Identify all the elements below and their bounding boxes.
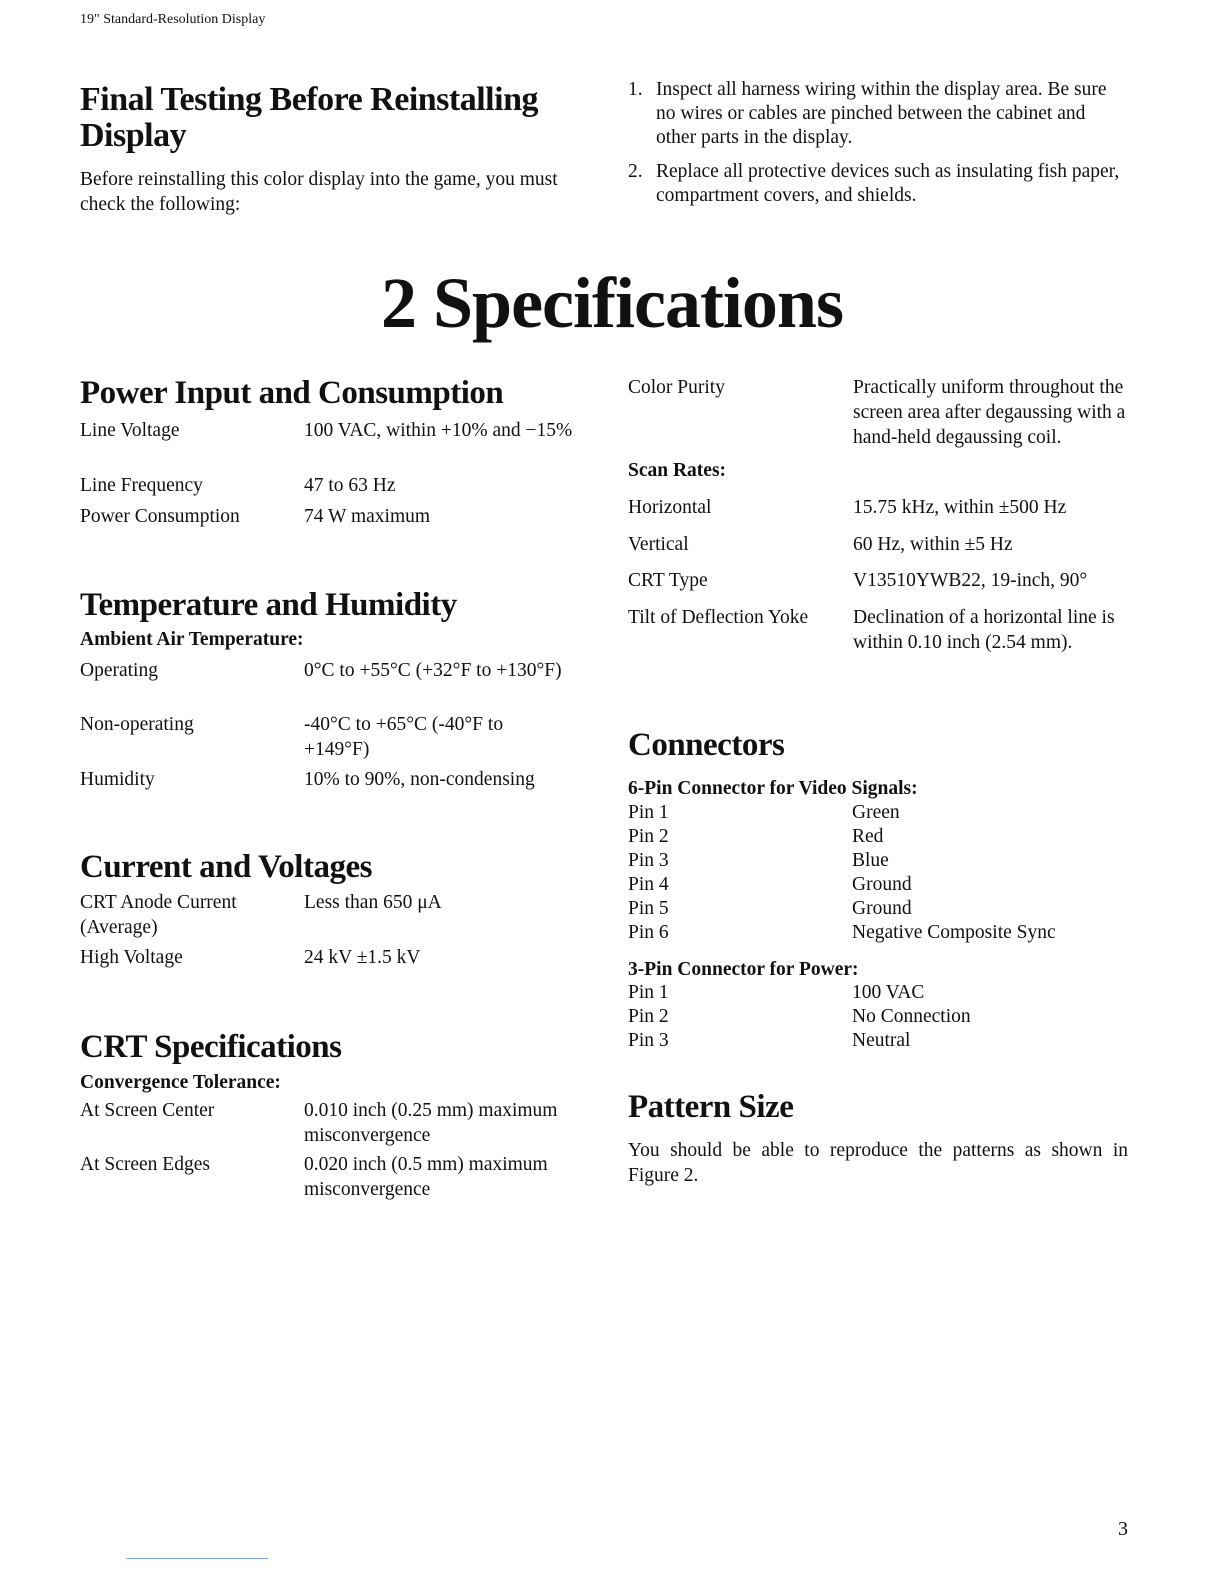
pin-signal: Red (852, 826, 884, 847)
footer-divider (126, 1558, 268, 1559)
spec-value: 74 W maximum (304, 506, 431, 527)
pin-label: Pin 4 (628, 874, 669, 895)
spec-row-non-operating (80, 712, 580, 762)
spec-row-anode-current (80, 890, 580, 940)
power-pin-row (628, 981, 1128, 1005)
spec-label: Power Consumption (80, 506, 240, 527)
power-connector-heading: 3-Pin Connector for Power: (628, 959, 859, 980)
spec-label: Operating (80, 660, 158, 681)
spec-label: Line Voltage (80, 420, 180, 441)
pin-label: Pin 2 (628, 1006, 669, 1027)
power-pin-row (628, 1005, 1128, 1029)
pin-signal: Neutral (852, 1030, 911, 1051)
final-testing-checklist (628, 78, 1128, 218)
spec-row-operating (80, 658, 580, 708)
current-section-title: Current and Voltages (80, 849, 372, 885)
spec-value: 0°C to +55°C (+32°F to +130°F) (304, 660, 562, 681)
spec-value: 0.020 inch (0.5 mm) maximum misconvergence (304, 1154, 548, 1200)
pin-signal: No Connection (852, 1006, 971, 1027)
spec-row-line-frequency (80, 473, 580, 498)
spec-value: 0.010 inch (0.25 mm) maximum misconvergence (304, 1100, 558, 1146)
spec-row-vertical (628, 532, 1128, 557)
spec-row-color-purity (628, 375, 1128, 450)
power-pin-row (628, 1029, 1128, 1053)
spec-value: 24 kV ±1.5 kV (304, 947, 421, 968)
ambient-air-subheading: Ambient Air Temperature: (80, 629, 304, 650)
spec-label: Humidity (80, 769, 155, 790)
checklist-text: Inspect all harness wiring within the display area. Be sure no wires or cables are pinched between the cabinet and other parts in the display. (656, 79, 1107, 148)
spec-label: High Voltage (80, 947, 183, 968)
spec-value: 47 to 63 Hz (304, 475, 396, 496)
spec-label: Color Purity (628, 377, 725, 398)
spec-value: Practically uniform throughout the screen area after degaussing with a hand-held degaussing coil. (853, 377, 1126, 448)
pin-signal: Blue (852, 850, 889, 871)
spec-label: At Screen Edges (80, 1154, 210, 1175)
pin-signal: 100 VAC (852, 982, 925, 1003)
chapter-title: 2 Specifications (381, 263, 843, 343)
checklist-number: 2. (628, 161, 643, 182)
running-head: 19" Standard-Resolution Display (80, 12, 266, 27)
pin-label: Pin 3 (628, 1030, 669, 1051)
pin-label: Pin 2 (628, 826, 669, 847)
final-testing-title: Final Testing Before Reinstalling Display (80, 81, 538, 154)
video-pin-row (628, 801, 1128, 825)
spec-value: V13510YWB22, 19-inch, 90° (853, 570, 1088, 591)
spec-value: 10% to 90%, non-condensing (304, 769, 535, 790)
spec-row-humidity (80, 767, 580, 792)
spec-label: Non-operating (80, 714, 194, 735)
spec-label: Horizontal (628, 497, 712, 518)
spec-value: -40°C to +65°C (-40°F to +149°F) (304, 714, 504, 760)
pin-label: Pin 3 (628, 850, 669, 871)
pin-label: Pin 1 (628, 802, 669, 823)
spec-row-line-voltage (80, 418, 580, 468)
pattern-size-title: Pattern Size (628, 1089, 794, 1125)
power-section-title: Power Input and Consumption (80, 375, 504, 411)
pin-signal: Green (852, 802, 900, 823)
spec-value: Declination of a horizontal line is within 0.10 inch (2.54 mm). (853, 607, 1115, 653)
pin-label: Pin 1 (628, 982, 669, 1003)
pin-signal: Ground (852, 874, 912, 895)
video-pin-row (628, 873, 1128, 897)
spec-label: At Screen Center (80, 1100, 215, 1121)
spec-label: Vertical (628, 534, 689, 555)
pin-signal: Ground (852, 898, 912, 919)
spec-value: Less than 650 μA (304, 892, 442, 913)
spec-row-tilt (628, 605, 1128, 655)
checklist-number: 1. (628, 79, 643, 100)
spec-value: 15.75 kHz, within ±500 Hz (853, 497, 1067, 518)
spec-value: 60 Hz, within ±5 Hz (853, 534, 1013, 555)
spec-row-high-voltage (80, 945, 580, 970)
temperature-section-title: Temperature and Humidity (80, 587, 457, 623)
convergence-subheading: Convergence Tolerance: (80, 1072, 281, 1093)
pin-label: Pin 6 (628, 922, 669, 943)
spec-label: Tilt of Deflection Yoke (628, 607, 809, 628)
checklist-text: Replace all protective devices such as insulating fish paper, compartment covers, and shields. (656, 161, 1120, 206)
video-pin-row (628, 897, 1128, 921)
spec-row-screen-edges (80, 1152, 590, 1202)
spec-label: CRT Type (628, 570, 708, 591)
spec-row-crt-type (628, 568, 1128, 593)
pattern-size-text: You should be able to reproduce the patterns as shown in Figure 2. (628, 1140, 1128, 1186)
video-pin-row (628, 825, 1128, 849)
spec-row-horizontal (628, 495, 1128, 520)
spec-row-screen-center (80, 1098, 590, 1148)
final-testing-section (80, 82, 590, 217)
checklist-item (628, 160, 1128, 208)
spec-row-power-consumption (80, 504, 580, 529)
final-testing-intro: Before reinstalling this color display into the game, you must check the following: (80, 169, 558, 216)
video-pin-row (628, 849, 1128, 873)
scan-rates-heading: Scan Rates: (628, 460, 727, 481)
spec-value: 100 VAC, within +10% and −15% (304, 420, 573, 441)
connectors-section-title: Connectors (628, 727, 785, 763)
crt-section-title: CRT Specifications (80, 1029, 342, 1065)
spec-label: Line Frequency (80, 475, 203, 496)
video-connector-heading: 6-Pin Connector for Video Signals: (628, 778, 918, 799)
spec-label: CRT Anode Current (Average) (80, 892, 237, 938)
checklist-item (628, 78, 1128, 150)
video-pin-row (628, 921, 1128, 945)
page-number: 3 (1118, 1518, 1128, 1540)
pin-label: Pin 5 (628, 898, 669, 919)
pin-signal: Negative Composite Sync (852, 922, 1056, 943)
